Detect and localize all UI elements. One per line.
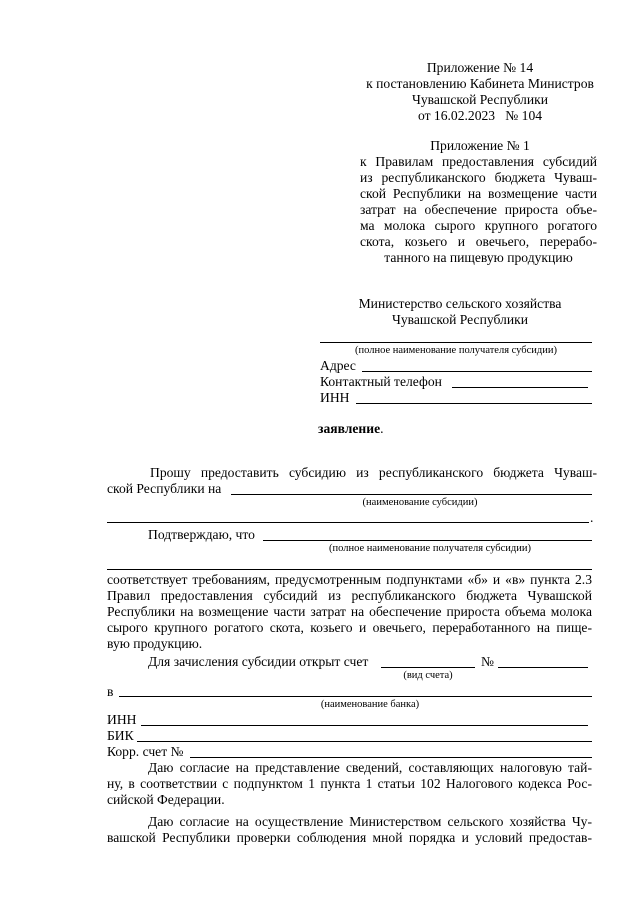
subsidy-name-field-2[interactable] xyxy=(107,522,589,523)
consent-check-line: Даю согласие на осуществление Министерством сельского хозяйства Чу- xyxy=(148,814,592,829)
compliance-line: сырого крупного рогатого скота, козьего и овечьего, переработанного на пище- xyxy=(107,620,592,635)
appendix-1-line: танного на пищевую продукцию xyxy=(384,250,573,265)
appendix-14-decree: к постановлению Кабинета Министров xyxy=(366,76,594,91)
recipient-name-caption: (полное наименование получателя субсидии) xyxy=(355,345,557,356)
inn-field[interactable] xyxy=(141,725,588,726)
bank-prefix: в xyxy=(107,684,114,699)
corr-account-label: Корр. счет № xyxy=(107,744,184,759)
bank-name-caption: (наименование банка) xyxy=(320,699,420,710)
bik-label: БИК xyxy=(107,728,134,743)
appendix-1-line: затрат на обеспечение прироста объе- xyxy=(360,202,597,217)
appendix-1-line: ма молока сырого крупного рогатого xyxy=(360,218,597,233)
consent-check-line: вашской Республики проверки соблюдения мной порядка и условий предостав- xyxy=(107,830,592,845)
corr-account-field[interactable] xyxy=(190,757,592,758)
appendix-1-line: скота, козьего и овечьего, перерабо- xyxy=(360,234,597,249)
phone-field[interactable] xyxy=(452,387,588,388)
appendix-1-title: Приложение № 1 xyxy=(430,138,530,153)
confirm-label: Подтверждаю, что xyxy=(148,527,255,542)
subsidy-name-caption: (наименование субсидии) xyxy=(362,497,478,508)
addressee-republic: Чувашской Республики xyxy=(392,312,528,327)
appendix-1-line: из республиканского бюджета Чуваш- xyxy=(360,170,597,185)
consent-tax-line: сийской Федерации. xyxy=(107,792,225,807)
application-heading: заявление. xyxy=(318,421,384,436)
appendix-14-republic: Чувашской Республики xyxy=(412,92,548,107)
line-end-dot: . xyxy=(590,510,594,525)
compliance-line: соответствует требованиям, предусмотренным подпунктами «б» и «в» пункта 2.3 xyxy=(107,572,592,587)
consent-tax-line: Даю согласие на представление сведений, составляющих налоговую тай- xyxy=(148,760,592,775)
number-sign: № xyxy=(481,654,494,669)
appendix-14-title: Приложение № 14 xyxy=(426,60,534,75)
compliance-line: Правил предоставления субсидий из республиканского бюджета Чувашской xyxy=(107,588,592,603)
compliance-line: Республики на возмещение части затрат на обеспечение прироста объема молока xyxy=(107,604,592,619)
account-label: Для зачисления субсидии открыт счет xyxy=(148,654,369,669)
appendix-1-line: ской Республики на возмещение части xyxy=(360,186,597,201)
appendix-1-line: к Правилам предоставления субсидий xyxy=(360,154,597,169)
appendix-14-date: от 16.02.2023 № 104 xyxy=(417,108,543,123)
bik-field[interactable] xyxy=(137,741,592,742)
inn-label: ИНН xyxy=(107,712,137,727)
confirm-recipient-field-2[interactable] xyxy=(107,569,592,570)
address-field[interactable] xyxy=(362,371,592,372)
account-type-caption: (вид счета) xyxy=(403,670,453,681)
inn-label-top: ИНН xyxy=(320,390,350,405)
confirm-recipient-caption: (полное наименование получателя субсидии) xyxy=(329,543,531,554)
address-label: Адрес xyxy=(320,358,356,373)
phone-label: Контактный телефон xyxy=(320,374,442,389)
account-number-field[interactable] xyxy=(498,667,588,668)
request-line-1: Прошу предоставить субсидию из республиканского бюджета Чуваш- xyxy=(150,465,597,480)
request-line-2: ской Республики на xyxy=(107,481,222,496)
consent-tax-line: ну, в соответствии с подпунктом 1 пункта 1 статьи 102 Налогового кодекса Рос- xyxy=(107,776,592,791)
addressee-ministry: Министерство сельского хозяйства xyxy=(358,296,562,311)
inn-field-top[interactable] xyxy=(356,403,592,404)
compliance-line: вую продукцию. xyxy=(107,636,203,651)
